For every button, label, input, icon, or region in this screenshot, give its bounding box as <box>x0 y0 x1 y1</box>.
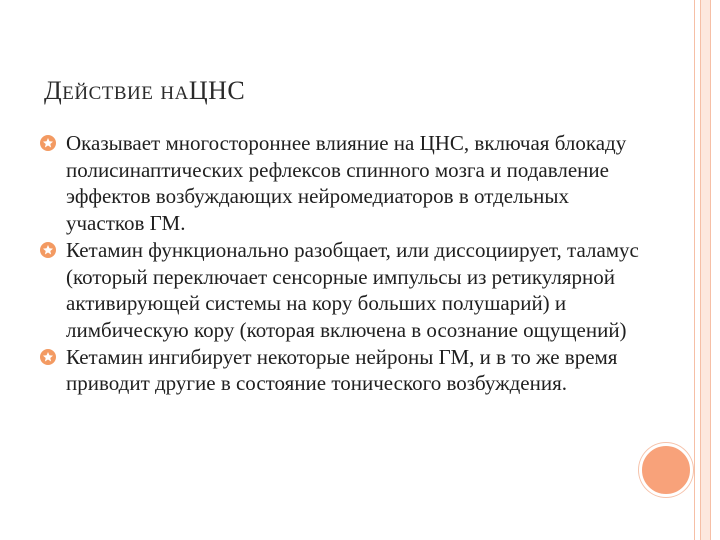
frame-fill <box>701 0 710 540</box>
bullet-item <box>40 237 640 344</box>
star-icon <box>40 349 56 365</box>
slide-title <box>44 76 245 106</box>
frame-line <box>694 0 695 540</box>
bullet-item <box>40 344 640 397</box>
star-icon <box>40 135 56 151</box>
bullet-text: Кетамин ингибирует некоторые нейроны ГМ, и в то же время приводит другие в состояние тонического возбуждения. <box>66 344 618 396</box>
decorative-circle <box>639 443 693 497</box>
star-icon <box>40 242 56 258</box>
frame-line <box>700 0 701 540</box>
bullet-text: Кетамин функционально разобщает, или диссоциирует, таламус (который переключает сенсорные импульсы из ретикулярной активирующей системы на кору больших полушарий) и лимбическую кору (которая включена в осознание ощущений) <box>66 237 639 342</box>
bullet-text: Оказывает многостороннее влияние на ЦНС, включая блокаду полисинаптических рефлексов спинного мозга и подавление эффектов возбуждающих нейромедиаторов в отдельных участков ГМ. <box>66 131 627 236</box>
bullet-item <box>40 130 640 237</box>
title-word: ЕЙСТВИЕ <box>62 83 154 104</box>
frame-line <box>710 0 711 540</box>
title-word: ЦНС <box>188 76 246 105</box>
title-word: НА <box>160 83 189 104</box>
bullet-list <box>40 130 640 397</box>
title-initial: Д <box>44 76 63 105</box>
